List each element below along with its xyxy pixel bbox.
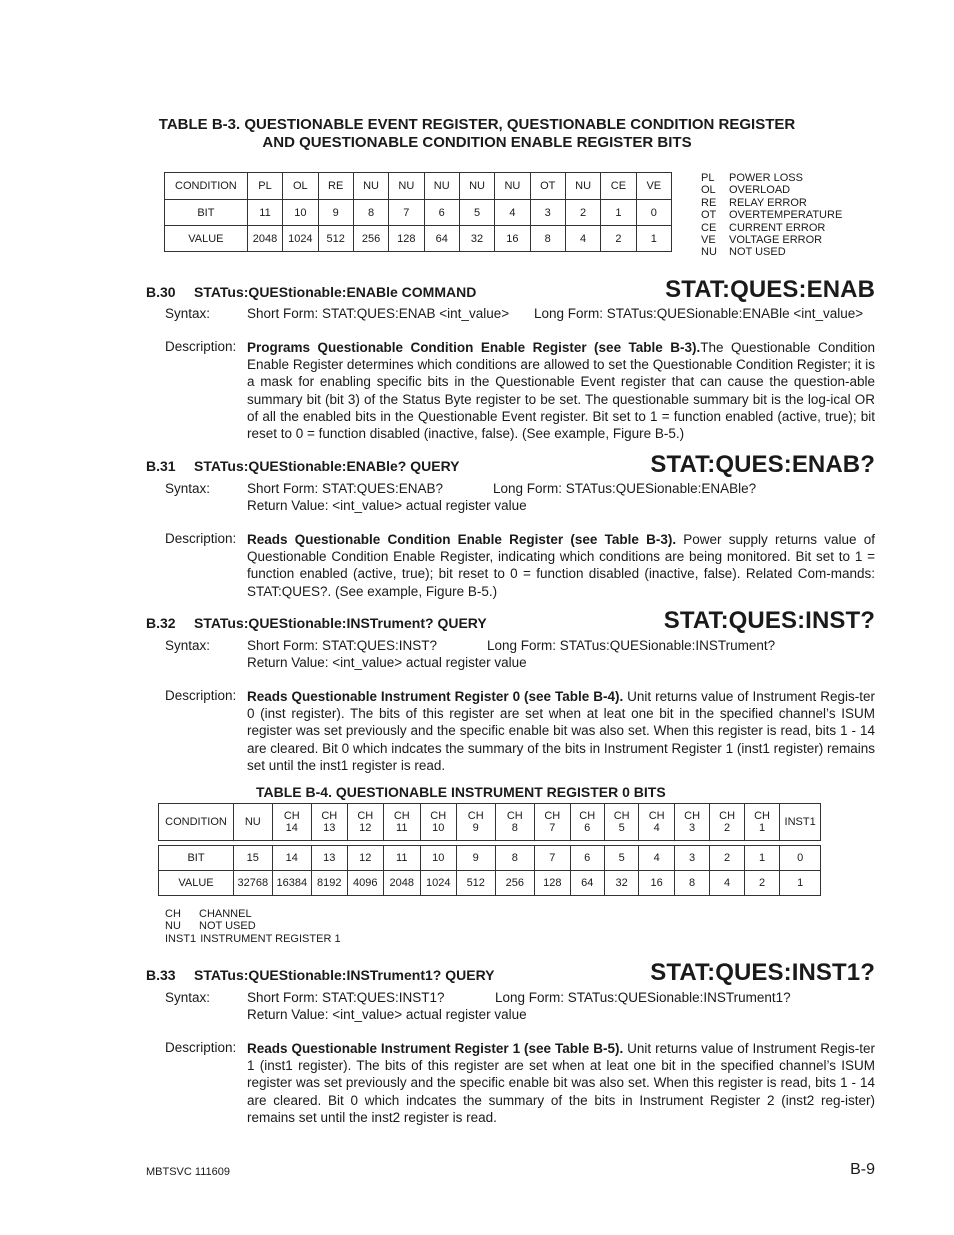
table-cell: 8	[530, 226, 565, 252]
table-cell	[674, 804, 709, 841]
table-cell: 6	[424, 200, 459, 226]
table-b3	[164, 172, 672, 252]
cell-line: CH	[393, 810, 410, 822]
cell-line: 1	[758, 822, 766, 834]
cell-line: 4	[653, 822, 660, 834]
legend-item	[701, 222, 842, 234]
table-cell	[744, 804, 779, 841]
cell-line: 14	[285, 822, 298, 834]
b32-description-label: Description:	[165, 688, 237, 703]
cell-line: 7	[549, 822, 556, 834]
table-cell: 1	[780, 871, 821, 896]
table-cell: 64	[570, 871, 604, 896]
table-cell: 4096	[347, 871, 383, 896]
table-cell: 0	[636, 200, 671, 226]
table-cell: 5	[459, 200, 494, 226]
cell-line: CH	[579, 810, 596, 822]
table-cell: 16384	[272, 871, 312, 896]
table-cell	[384, 804, 420, 841]
table-cell: NU	[495, 173, 530, 200]
legend-item	[701, 197, 842, 209]
table-cell: 4	[710, 871, 744, 896]
table-cell: CE	[601, 173, 636, 200]
cell-line: CH	[283, 810, 300, 822]
table-cell: 8	[495, 846, 535, 871]
legend-item	[701, 184, 842, 196]
table-b4-legend	[165, 908, 341, 945]
table-cell: 2	[565, 200, 600, 226]
legend-abbr: OT	[701, 209, 717, 222]
legend-meaning: INSTRUMENT REGISTER 1	[200, 932, 341, 945]
b31-description-label: Description:	[165, 531, 237, 546]
b31-long-form: Long Form: STATus:QUESionable:ENABle?	[493, 481, 757, 496]
legend-abbr: NU	[701, 246, 717, 259]
b31-short-form: Short Form: STAT:QUES:ENAB?	[247, 481, 444, 496]
table-cell: 6	[570, 846, 604, 871]
table-cell: 14	[272, 846, 312, 871]
cell-line: CH	[754, 810, 770, 822]
cell-line: CH	[648, 810, 665, 822]
table-cell: 3	[674, 846, 709, 871]
section-b32-heading: B.32 STATus:QUEStionable:INSTrument? QUERY	[146, 615, 487, 631]
table-cell: 512	[456, 871, 495, 896]
b33-syntax-label: Syntax:	[165, 990, 211, 1005]
cell-line: 8	[511, 822, 518, 834]
legend-item	[165, 920, 341, 932]
b33-description-label: Description:	[165, 1040, 237, 1055]
legend-meaning: OVERLOAD	[729, 184, 791, 197]
table-cell: 32	[459, 226, 494, 252]
cell-line: CH	[544, 810, 561, 822]
table-cell: 64	[424, 226, 459, 252]
cell-line: 12	[359, 822, 372, 834]
table-cell: 5	[604, 846, 638, 871]
legend-meaning: NOT USED	[729, 246, 786, 259]
legend-abbr: CH	[165, 908, 181, 920]
b32-long-form: Long Form: STATus:QUESionable:INSTrument?	[487, 638, 776, 653]
cell-line: 5	[618, 822, 625, 834]
b31-description: Reads Questionable Condition Enable Register (see Table B-3). Power supply returns value of Questionable Condition Enable Register, indicating which conditions are being monitored. Bit set to 1 = function enabled (active, true); bit reset to 0 = function disabled (inactive, false). Related Com-mands: STAT:QUES?. (See example, Figure B-5.)	[247, 532, 875, 599]
table-cell: NU	[389, 173, 424, 200]
table-cell: OL	[283, 173, 318, 200]
section-b33-command: STAT:QUES:INST1?	[650, 959, 875, 986]
legend-item	[165, 908, 341, 920]
b31-return-value: Return Value: <int_value> actual register value	[247, 498, 527, 513]
table-b4-title: TABLE B-4. QUESTIONABLE INSTRUMENT REGISTER 0 BITS	[256, 784, 666, 800]
legend-meaning: VOLTAGE ERROR	[729, 234, 823, 247]
table-cell: VALUE	[165, 226, 248, 252]
table-cell: 9	[318, 200, 353, 226]
section-b33-heading: B.33 STATus:QUEStionable:INSTrument1? QUERY	[146, 967, 495, 983]
cell-line: CH	[684, 810, 701, 822]
cell-line: CH	[430, 810, 447, 822]
table-cell: 8192	[312, 871, 347, 896]
table-cell	[272, 804, 312, 841]
table-cell: 10	[420, 846, 456, 871]
legend-abbr: RE	[701, 196, 717, 209]
legend-abbr: OL	[701, 184, 716, 197]
table-cell: 0	[780, 846, 821, 871]
table-cell: 16	[639, 871, 674, 896]
b33-long-form: Long Form: STATus:QUESionable:INSTrument1?	[495, 990, 791, 1005]
table-cell	[420, 804, 456, 841]
b32-description: Reads Questionable Instrument Register 0 (see Table B-4). Unit returns value of Instrument Regis-ter 0 (inst register). The bits of this register are set when at leat one bit in the specified channel’s ISUM register was set previously and the specific enable bit was also set. When this register is read, bits 1 - 14 are cleared. Bit 0 which indcates the summary of the bits in Instrument Register 1 (inst1 register) remains set until the inst1 register is read.	[247, 689, 875, 773]
cell-line: 13	[323, 822, 336, 834]
table-b4-condition-row	[159, 804, 821, 841]
legend-meaning: NOT USED	[199, 920, 256, 933]
table-cell: 16	[495, 226, 530, 252]
section-b31-heading: B.31 STATus:QUEStionable:ENABle? QUERY	[146, 458, 460, 474]
cell-line: CH	[506, 810, 523, 822]
b32-return-value: Return Value: <int_value> actual register value	[247, 655, 527, 670]
table-cell: 4	[495, 200, 530, 226]
table-cell	[604, 804, 638, 841]
table-cell: 512	[318, 226, 353, 252]
b30-short-form: Short Form: STAT:QUES:ENAB <int_value>	[247, 306, 510, 321]
table-cell: 4	[639, 846, 674, 871]
table-cell: 2048	[384, 871, 420, 896]
table-cell: 2	[710, 846, 744, 871]
b33-description: Reads Questionable Instrument Register 1 (see Table B-5). Unit returns value of Instrument Regis-ter 1 (inst1 register). The bits of this register are set when at leat one bit in the specified channel’s ISUM register was set previously and the specific enable bit was also set. When this register is read, bits 1 - 14 are cleared. Bit 0 which indcates the summary of the bits in Instrument Register 2 (inst2 reg-ister) remains set until the inst2 register is read.	[247, 1041, 875, 1125]
table-b3-value-row	[165, 226, 672, 252]
table-cell: 12	[347, 846, 383, 871]
table-cell: 11	[384, 846, 420, 871]
table-cell: 32	[604, 871, 638, 896]
legend-item	[701, 246, 842, 258]
table-cell: 256	[353, 226, 388, 252]
b32-syntax-label: Syntax:	[165, 638, 211, 653]
table-cell: OT	[530, 173, 565, 200]
table-cell: 7	[389, 200, 424, 226]
table-cell: INST1	[780, 804, 821, 841]
table-cell	[639, 804, 674, 841]
table-cell: NU	[353, 173, 388, 200]
table-cell: 4	[565, 226, 600, 252]
cell-line: 10	[432, 822, 445, 834]
table-cell: NU	[424, 173, 459, 200]
legend-meaning: RELAY ERROR	[729, 196, 807, 209]
table-cell: NU	[234, 804, 273, 841]
table-cell: 2	[601, 226, 636, 252]
table-cell	[347, 804, 383, 841]
legend-abbr: VE	[701, 234, 716, 247]
table-cell: 8	[674, 871, 709, 896]
footer-doc-id: MBTSVC 111609	[146, 1166, 230, 1178]
legend-item	[701, 209, 842, 221]
table-cell	[535, 804, 570, 841]
cell-line: 2	[724, 822, 731, 834]
table-cell: 2	[744, 871, 779, 896]
table-cell: CONDITION	[159, 804, 234, 841]
table-cell: 1024	[420, 871, 456, 896]
table-cell: 1	[636, 226, 671, 252]
cell-line: CH	[613, 810, 630, 822]
section-b30-command: STAT:QUES:ENAB	[665, 276, 875, 303]
table-cell	[570, 804, 604, 841]
b30-syntax-label: Syntax:	[165, 306, 211, 321]
cell-line: 9	[472, 822, 479, 834]
b31-syntax-label: Syntax:	[165, 481, 211, 496]
table-cell: 3	[530, 200, 565, 226]
page-number: B-9	[850, 1161, 875, 1178]
table-b4	[158, 803, 821, 896]
table-cell: 11	[247, 200, 282, 226]
legend-abbr: CE	[701, 221, 717, 234]
table-cell: VE	[636, 173, 671, 200]
table-cell: 7	[535, 846, 570, 871]
table-b4-value-row	[159, 871, 821, 896]
legend-item	[701, 172, 842, 184]
table-cell: BIT	[165, 200, 248, 226]
b30-long-form: Long Form: STATus:QUESionable:ENABle <int_value>	[534, 306, 864, 321]
table-cell: 1024	[283, 226, 318, 252]
table-cell: 8	[353, 200, 388, 226]
table-b3-title: TABLE B-3. QUESTIONABLE EVENT REGISTER, QUESTIONABLE CONDITION REGISTER AND QUESTIONABLE CONDITION ENABLE REGISTER BITS	[158, 116, 796, 151]
legend-abbr: NU	[165, 920, 181, 933]
section-b30-heading: B.30 STATus:QUEStionable:ENABle COMMAND	[146, 284, 477, 300]
legend-abbr: PL	[701, 172, 715, 184]
table-cell: 1	[744, 846, 779, 871]
cell-line: CH	[321, 810, 338, 822]
table-b3-legend	[701, 172, 842, 259]
cell-line: CH	[357, 810, 374, 822]
table-cell: 32768	[234, 871, 273, 896]
table-cell: PL	[247, 173, 282, 200]
b30-description: Programs Questionable Condition Enable Register (see Table B-3).The Questionable Condition Enable Register determines which conditions are allowed to set the Questionable Condition Register; it is a mask for enabling specific bits in the Questionable Event register that can cause the question-able summary bit (bit 3) of the Status Byte register to be set. The questionable summary bit is the log-ical OR of all the enabled bits in the Questionable Event register. Bit set to 1 = function enabled (active, true); bit reset to 0 = function disabled (inactive, false). (See example, Figure B-5.)	[247, 340, 875, 442]
legend-item	[165, 933, 341, 945]
table-cell: NU	[565, 173, 600, 200]
table-cell: 15	[234, 846, 273, 871]
table-cell: BIT	[159, 846, 234, 871]
table-cell: NU	[459, 173, 494, 200]
cell-line: 3	[689, 822, 696, 834]
table-cell: 13	[312, 846, 347, 871]
table-cell	[456, 804, 495, 841]
cell-line: 11	[396, 822, 408, 834]
table-cell: 128	[389, 226, 424, 252]
table-cell: CONDITION	[165, 173, 248, 200]
table-cell	[495, 804, 535, 841]
b32-short-form: Short Form: STAT:QUES:INST?	[247, 638, 438, 653]
table-cell: RE	[318, 173, 353, 200]
legend-item	[701, 234, 842, 246]
table-cell	[710, 804, 744, 841]
table-b4-bit-row	[159, 846, 821, 871]
legend-meaning: CURRENT ERROR	[729, 221, 826, 234]
cell-line: 6	[584, 822, 591, 834]
legend-meaning: CHANNEL	[199, 908, 252, 920]
table-cell: 128	[535, 871, 570, 896]
b33-short-form: Short Form: STAT:QUES:INST1?	[247, 990, 445, 1005]
section-b31-command: STAT:QUES:ENAB?	[650, 451, 875, 478]
table-cell: VALUE	[159, 871, 234, 896]
legend-meaning: POWER LOSS	[729, 172, 803, 184]
section-b32-command: STAT:QUES:INST?	[663, 607, 875, 634]
table-cell: 9	[456, 846, 495, 871]
cell-line: CH	[467, 810, 484, 822]
table-cell: 10	[283, 200, 318, 226]
cell-line: CH	[719, 810, 736, 822]
table-b3-condition-row	[165, 173, 672, 200]
table-cell: 256	[495, 871, 535, 896]
legend-meaning: OVERTEMPERATURE	[729, 209, 843, 222]
table-cell: 2048	[247, 226, 282, 252]
table-b3-bit-row	[165, 200, 672, 226]
table-cell	[312, 804, 347, 841]
table-cell: 1	[601, 200, 636, 226]
b30-description-label: Description:	[165, 339, 237, 354]
b33-return-value: Return Value: <int_value> actual register value	[247, 1007, 527, 1022]
legend-abbr: INST1	[165, 932, 197, 945]
